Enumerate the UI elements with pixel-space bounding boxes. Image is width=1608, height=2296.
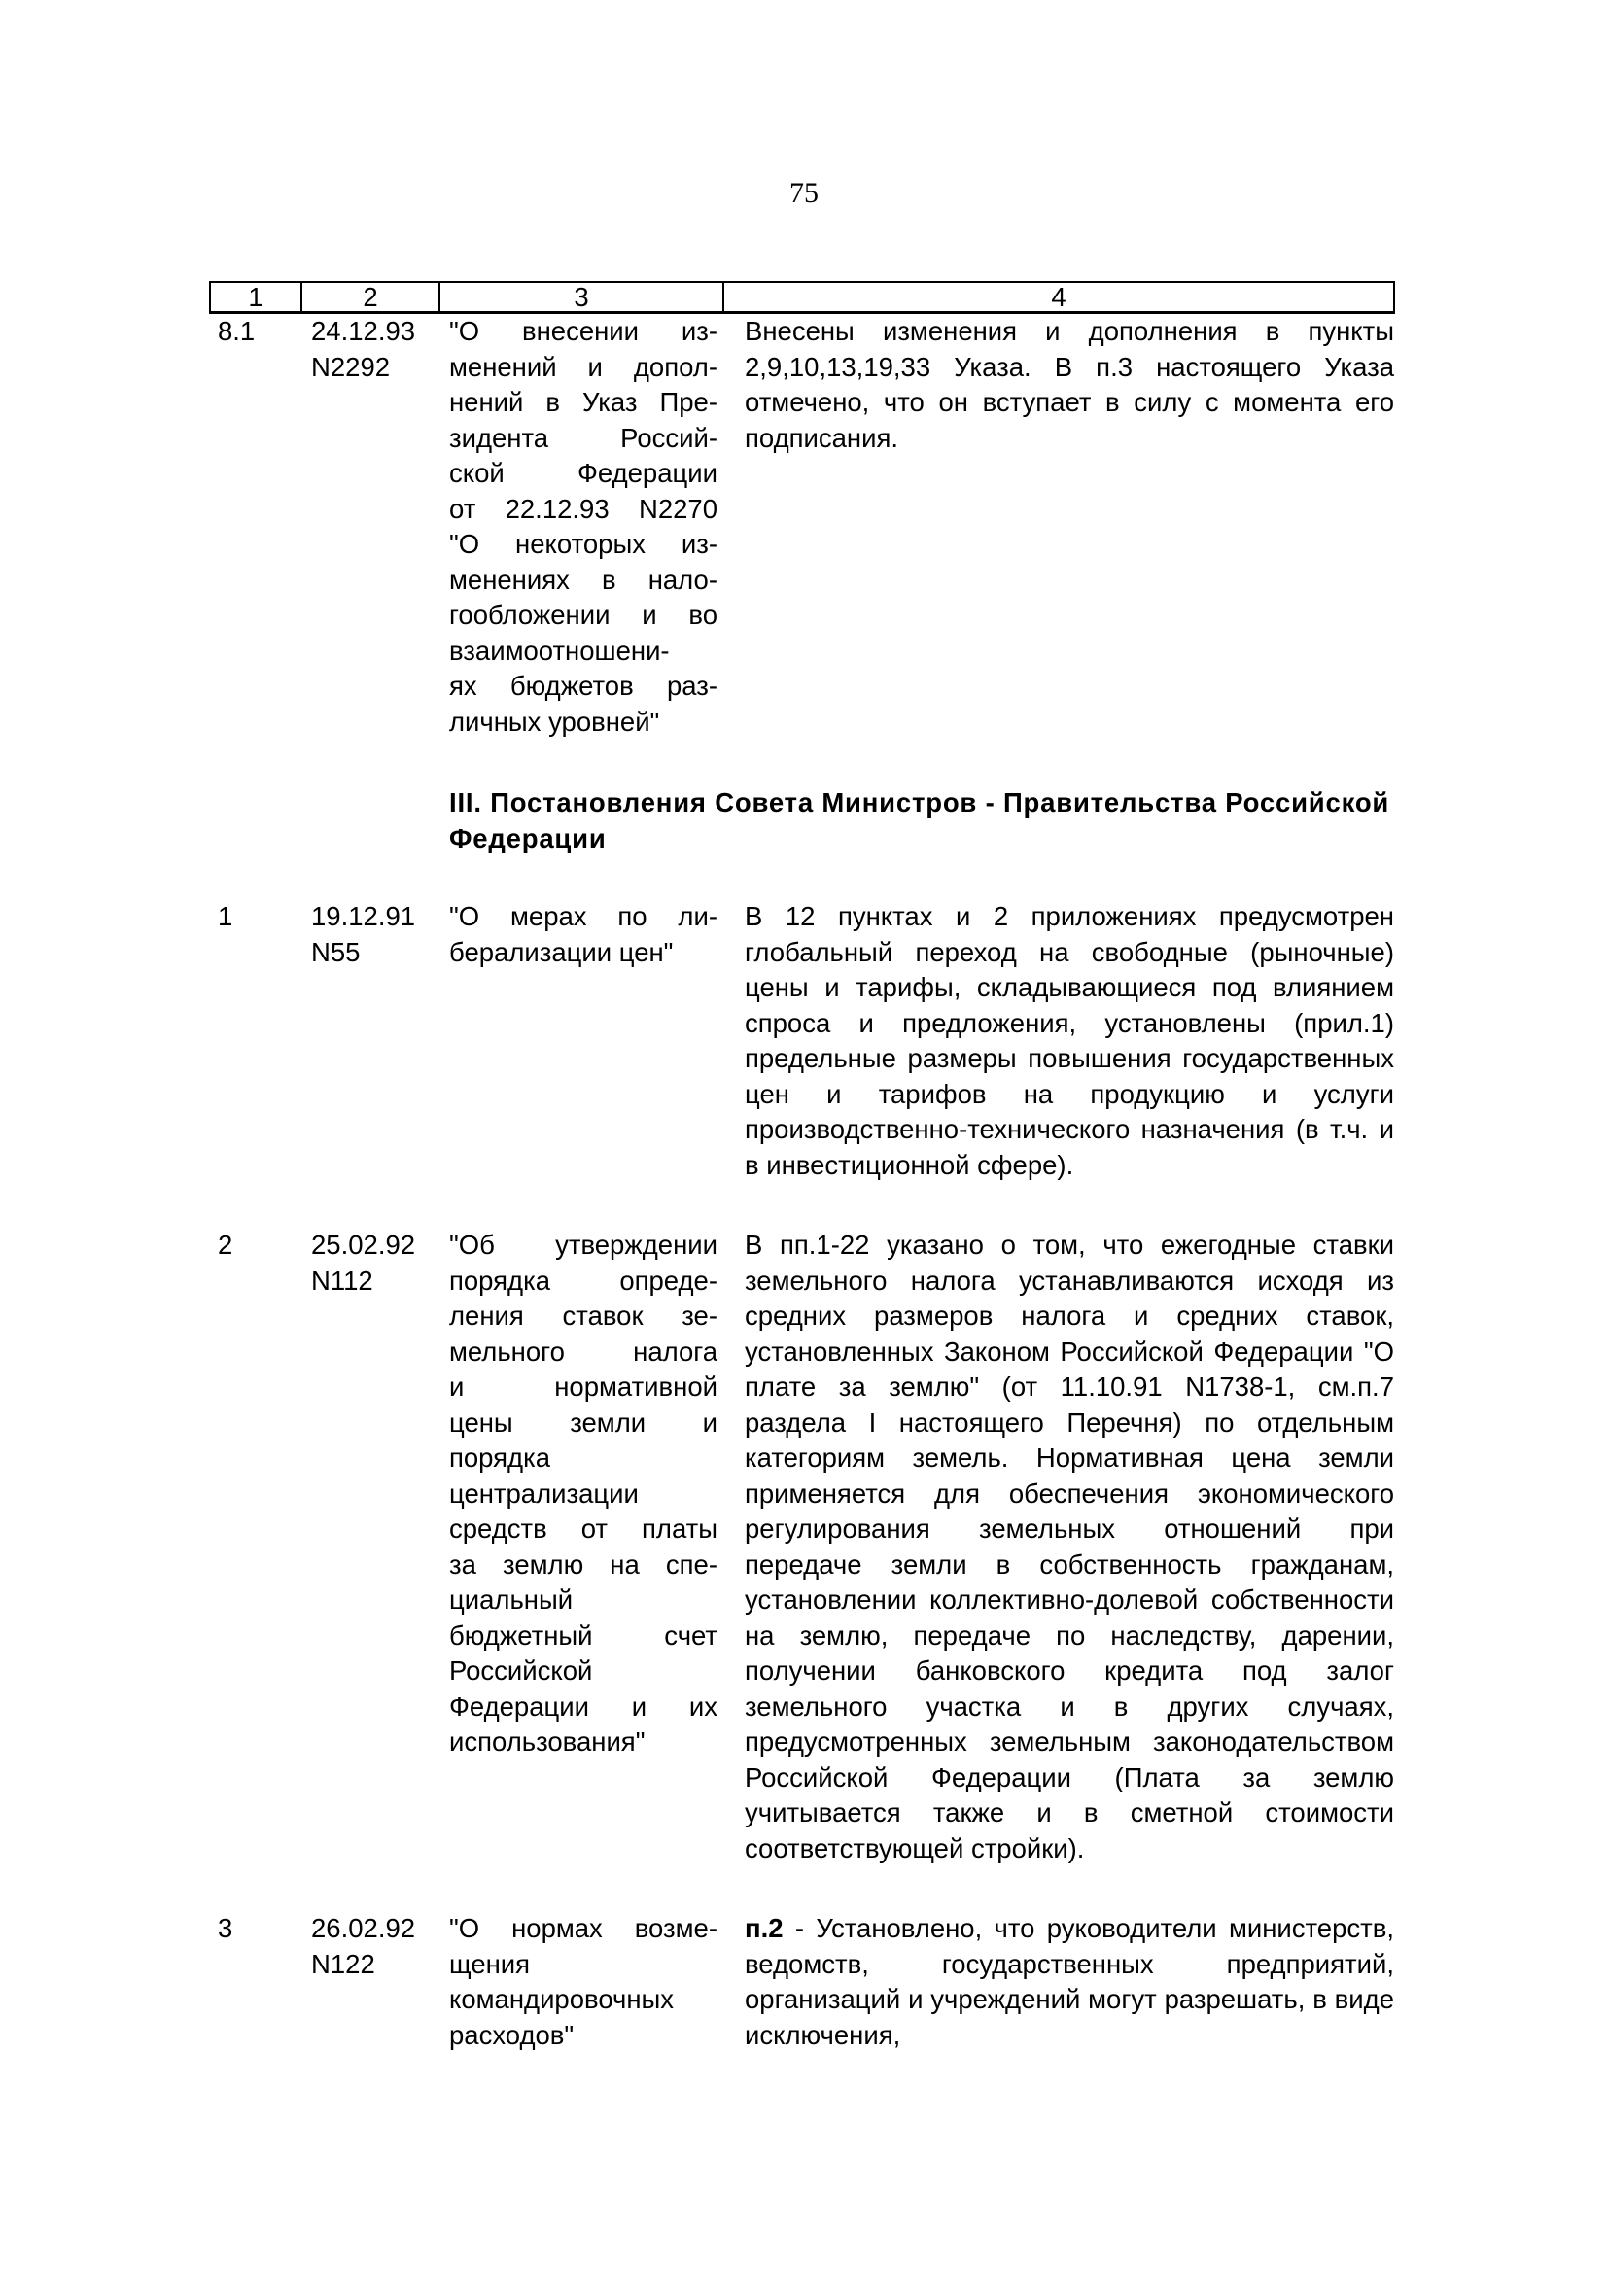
- title-line: порядка: [449, 1443, 551, 1473]
- title-line: ления ставок зе-: [449, 1301, 717, 1331]
- row-title: [439, 1228, 723, 1866]
- title-line: Федерации и их: [449, 1690, 717, 1722]
- title-line: централизации: [449, 1478, 639, 1509]
- row-description: [723, 1911, 1394, 2053]
- title-line: "О внесении из-: [449, 316, 717, 346]
- row-date: [301, 313, 439, 741]
- title-line: Российской: [449, 1655, 593, 1686]
- title-line: "Об утверждении: [449, 1230, 717, 1260]
- date-line: 24.12.93: [311, 316, 416, 346]
- section-row: [210, 740, 1394, 899]
- table-row: [210, 313, 1394, 741]
- section-heading: III. Постановления Совета Министров - Правительства Российской Федерации: [449, 787, 1390, 853]
- title-line: гообложении и во: [449, 600, 717, 630]
- title-line: "О нормах возме-: [449, 1913, 717, 1943]
- title-line: менениях в нало-: [449, 564, 717, 595]
- title-line: и нормативной: [449, 1372, 717, 1402]
- row-number: 8.1: [218, 316, 256, 346]
- title-line: использования": [449, 1726, 646, 1757]
- title-line: командировочных: [449, 1984, 675, 2014]
- row-number: 2: [218, 1230, 233, 1260]
- title-line: зидента Россий-: [449, 422, 717, 453]
- row-number: 3: [218, 1913, 233, 1943]
- title-line: мельного налога: [449, 1336, 717, 1367]
- title-line: от 22.12.93 N2270: [449, 493, 717, 524]
- row-title: [439, 313, 723, 741]
- clause-text: - Установлено, что руководители министерств, ведомств, государственных предприятий, организаций и учреждений могут разрешать, в виде исключения,: [745, 1913, 1394, 2050]
- title-line: цены земли и: [449, 1407, 717, 1438]
- column-header-2: 2: [301, 282, 439, 313]
- table-header-row: [210, 282, 1394, 313]
- row-date: [301, 899, 439, 1183]
- row-description: Внесены изменения и дополнения в пункты 2,9,10,13,19,33 Указа. В п.3 настоящего Указа отмечено, что он вступает в силу с момента его подписания.: [745, 316, 1394, 453]
- title-line: циальный: [449, 1584, 574, 1615]
- date-line: 25.02.92: [311, 1230, 416, 1260]
- clause-label: п.2: [745, 1913, 784, 1943]
- column-header-1: 1: [210, 282, 301, 313]
- title-line: "О мерах по ли-: [449, 901, 717, 931]
- row-description: В 12 пунктах и 2 приложениях предусмотрен глобальный переход на свободные (рыночные) цены и тарифы, складывающиеся под влиянием спроса и предложения, установлены (прил.1) предельные размеры повышения государственных цен и тарифов на продукцию и услуги производственно-технического назначения (в т.ч. и в инвестиционной сфере).: [745, 901, 1394, 1180]
- doc-number-line: N112: [311, 1265, 373, 1296]
- title-line: личных уровней": [449, 706, 660, 737]
- table-row: [210, 1911, 1394, 2053]
- title-line: расходов": [449, 2019, 575, 2050]
- row-title: [439, 1911, 723, 2053]
- title-line: нений в Указ Пре-: [449, 387, 717, 417]
- doc-number-line: N122: [311, 1948, 375, 1979]
- column-header-3: 3: [439, 282, 723, 313]
- row-date: [301, 1911, 439, 2053]
- title-line: менений и допол-: [449, 351, 717, 382]
- document-table: [209, 281, 1395, 2053]
- table-row: [210, 1228, 1394, 1866]
- title-line: ской Федерации: [449, 458, 717, 488]
- title-line: взаимоотношени-: [449, 635, 670, 666]
- date-line: 19.12.91: [311, 901, 416, 931]
- title-line: берализации цен": [449, 936, 674, 967]
- doc-number-line: N2292: [311, 351, 391, 382]
- page-number: 75: [789, 177, 819, 209]
- column-header-4: 4: [723, 282, 1394, 313]
- title-line: ях бюджетов раз-: [449, 671, 717, 701]
- doc-number-line: N55: [311, 936, 361, 967]
- title-line: щения: [449, 1948, 531, 1979]
- row-date: [301, 1228, 439, 1866]
- table-row: [210, 899, 1394, 1183]
- title-line: бюджетный счет: [449, 1619, 717, 1651]
- row-title: [439, 899, 723, 1183]
- title-line: порядка опреде-: [449, 1265, 717, 1296]
- row-description: В пп.1-22 указано о том, что ежегодные ставки земельного налога устанавливаются исходя из средних размеров налога и средних ставок, установленных Законом Российской Федерации "О плате за землю" (от 11.10.91 N1738-1, см.п.7 раздела I настоящего Перечня) по отдельным категориям земель. Нормативная цена земли применяется для обеспечения экономического регулирования земельных отношений при передаче земли в собственность гражданам, установлении коллективно-долевой собственности на землю, передаче по наследству, дарении, получении банковского кредита под залог земельного участка и в других случаях, предусмотренных земельным законодательством Российской Федерации (Плата за землю учитывается также и в сметной стоимости соответствующей стройки).: [745, 1230, 1394, 1863]
- date-line: 26.02.92: [311, 1913, 416, 1943]
- title-line: средств от платы: [449, 1513, 717, 1544]
- title-line: "О некоторых из-: [449, 529, 717, 559]
- title-line: за землю на спе-: [449, 1548, 717, 1580]
- row-number: 1: [218, 901, 233, 931]
